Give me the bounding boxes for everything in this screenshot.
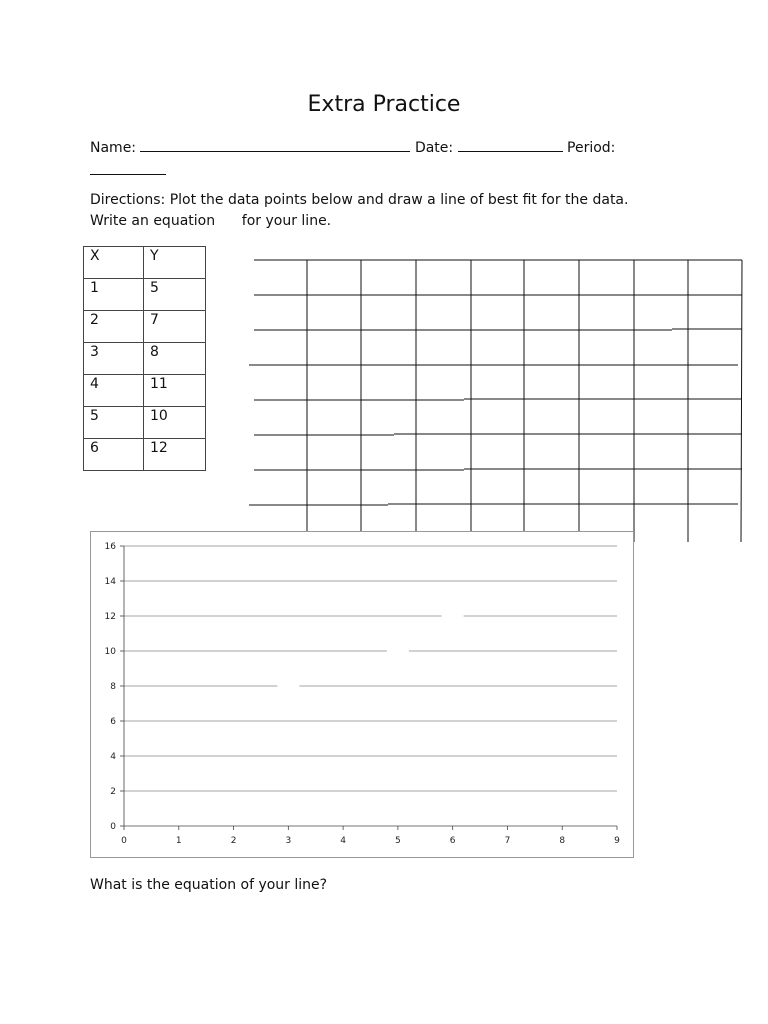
x-tick-label: 6 xyxy=(449,836,456,846)
date-blank[interactable] xyxy=(458,137,563,152)
table-row xyxy=(84,375,206,407)
table-header-y: Y xyxy=(144,247,206,279)
data-point xyxy=(277,682,299,690)
x-tick-label: 7 xyxy=(504,836,511,846)
table-row xyxy=(84,407,206,439)
table-row xyxy=(84,311,206,343)
y-tick-label: 8 xyxy=(110,682,116,692)
x-tick-label: 0 xyxy=(121,836,127,846)
date-label: Date: xyxy=(414,140,454,156)
table-cell-y: 8 xyxy=(144,343,206,375)
y-tick-label: 12 xyxy=(104,612,116,622)
table-header-x: X xyxy=(84,247,144,279)
data-table xyxy=(83,246,206,471)
x-tick-label: 2 xyxy=(230,836,237,846)
data-point xyxy=(442,612,464,620)
x-tick-label: 3 xyxy=(285,836,292,846)
period-label: Period: xyxy=(567,140,616,156)
chart-container xyxy=(90,531,634,858)
name-blank[interactable] xyxy=(140,137,410,152)
table-cell-y: 5 xyxy=(144,279,206,311)
table-cell-y: 7 xyxy=(144,311,206,343)
y-tick-label: 14 xyxy=(104,577,116,587)
page-title: Extra Practice xyxy=(307,92,461,117)
data-point xyxy=(332,630,354,638)
table-row xyxy=(84,279,206,311)
data-point xyxy=(168,735,190,743)
name-label: Name: xyxy=(90,140,137,156)
y-tick-label: 16 xyxy=(104,542,116,552)
table-cell-x: 2 xyxy=(84,311,144,343)
x-tick-label: 4 xyxy=(340,836,346,846)
y-tick-label: 4 xyxy=(110,752,116,762)
x-tick-label: 5 xyxy=(395,836,401,846)
table-cell-x: 3 xyxy=(84,343,144,375)
table-cell-x: 1 xyxy=(84,279,144,311)
directions-line-1: Directions: Plot the data points below and draw a line of best fit for the data. xyxy=(90,192,629,208)
table-cell-x: 5 xyxy=(84,407,144,439)
period-blank[interactable] xyxy=(90,174,166,175)
y-tick-label: 10 xyxy=(104,647,116,657)
table-row xyxy=(84,343,206,375)
directions-line-2: Write an equation for your line. xyxy=(90,213,332,229)
y-tick-label: 0 xyxy=(110,822,116,832)
table-header-row xyxy=(84,247,206,279)
table-cell-x: 6 xyxy=(84,439,144,471)
table-cell-y: 12 xyxy=(144,439,206,471)
data-point xyxy=(387,647,409,655)
table-row xyxy=(84,439,206,471)
scatter-chart xyxy=(91,532,635,859)
header-line xyxy=(90,137,615,156)
y-tick-label: 2 xyxy=(110,787,116,797)
table-cell-y: 10 xyxy=(144,407,206,439)
table-cell-y: 11 xyxy=(144,375,206,407)
blank-graph-grid[interactable] xyxy=(240,250,750,545)
question-text: What is the equation of your line? xyxy=(90,877,328,893)
table-cell-x: 4 xyxy=(84,375,144,407)
x-tick-label: 9 xyxy=(614,836,620,846)
x-tick-label: 8 xyxy=(559,836,566,846)
data-point xyxy=(223,700,245,708)
x-tick-label: 1 xyxy=(175,836,182,846)
y-tick-label: 6 xyxy=(110,717,116,727)
